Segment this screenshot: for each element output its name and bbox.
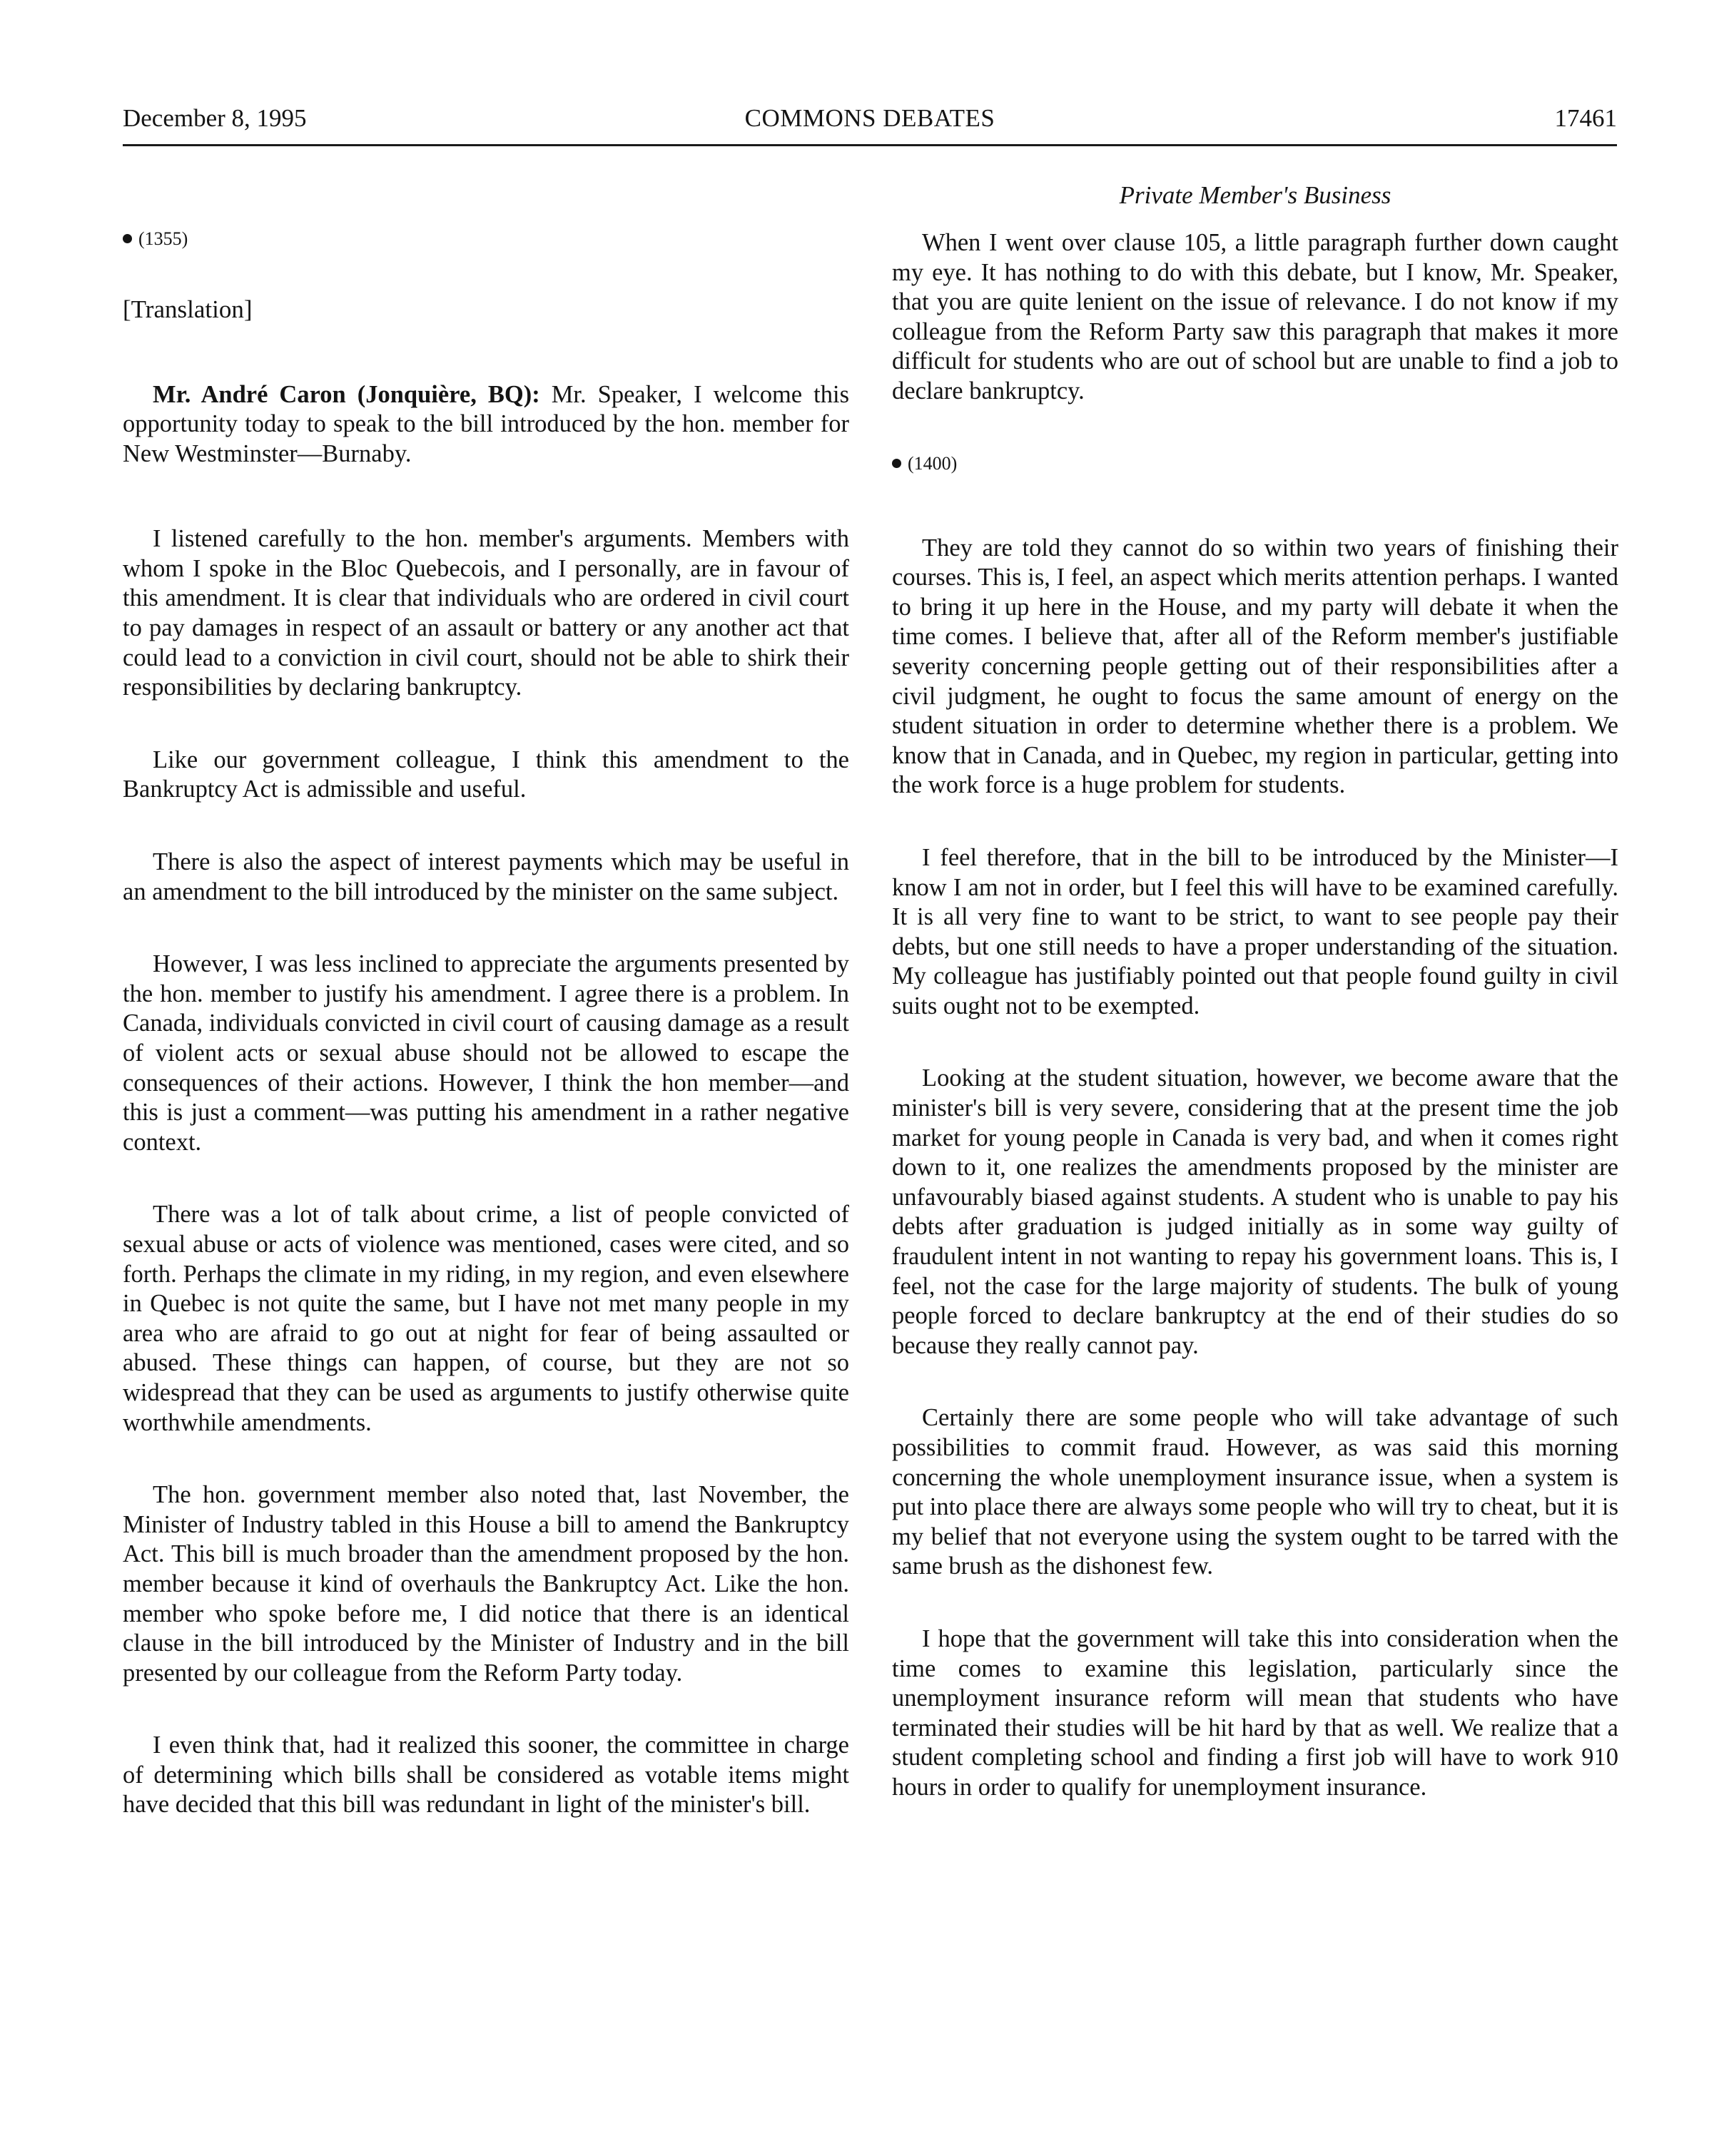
right-paragraph-2: I feel therefore, that in the bill to be introduced by the Minister—I know I am not in order, but I feel this will have to be examined carefully. It is all very fine to want to be strict, to want to see people pay their debts, but one still needs to have a proper understanding of the situation. My colleague has justifiably pointed out that people found guilty in civil suits ought not to be exempted.: [892, 843, 1618, 1019]
time-marker-1400: [892, 449, 1618, 478]
bullet-icon: [123, 234, 132, 243]
left-paragraph-3: There is also the aspect of interest payments which may be useful in an amendment to the bill introduced by the minister on the same subject.: [123, 848, 849, 905]
time-marker-1355: [123, 225, 849, 253]
section-title: Private Member's Business: [1119, 181, 1391, 209]
right-paragraph-5: I hope that the government will take this into consideration when the time comes to examine this legislation, particularly since the unemployment insurance reform will mean that students who have terminated their studies will be hit hard by that as well. We realize that a student completing school and finding a first job will have to work 910 hours in order to qualify for unemployment insurance.: [892, 1624, 1618, 1801]
left-paragraph-6: The hon. government member also noted that, last November, the Minister of Industry tabled in this House a bill to amend the Bankruptcy Act. This bill is much broader than the amendment proposed by the hon. member because it kind of overhauls the Bankruptcy Act. Like the hon. member who spoke before me, I did notice that there is an identical clause in the bill introduced by the Minister of Industry and in the bill presented by our colleague from the Reform Party today.: [123, 1481, 849, 1687]
speaker-paragraph: [123, 380, 849, 469]
time-marker-text: (1400): [908, 452, 958, 474]
header-publication: COMMONS DEBATES: [744, 104, 995, 132]
left-paragraph-7: I even think that, had it realized this sooner, the committee in charge of determining which bills shall be considered as votable items might have decided that this bill was redundant in light of the minister's bill.: [123, 1732, 849, 1819]
left-paragraph-4: However, I was less inclined to appreciate the arguments presented by the hon. member to justify his amendment. I agree there is a problem. In Canada, individuals convicted in civil court of causing damage as a result of violent acts or sexual abuse should not be allowed to escape the consequences of their actions. However, I think the hon member—and this is just a comment—was putting his amendment in a rather negative context.: [123, 950, 849, 1156]
translation-label: [Translation]: [123, 295, 253, 323]
speaker-text: Mr. Speaker, I welcome this opportunity today to speak to the bill introduced by the hon. member for New Westminster—Burnaby.: [123, 380, 850, 467]
right-paragraph-1: They are told they cannot do so within two years of finishing their courses. This is, I feel, an aspect which merits attention perhaps. I wanted to bring it up here in the House, and my party will debate it when the time comes. I believe that, after all of the Reform member's justifiable severity concerning people getting out of their responsibilities after a civil judgment, he ought to focus the same amount of energy on the student situation in order to determine whether there is a problem. We know that in Canada, and in Quebec, my region in particular, getting into the work force is a huge problem for students.: [892, 534, 1618, 799]
left-paragraph-1: I listened carefully to the hon. member's arguments. Members with whom I spoke in the Bloc Quebecois, and I personally, are in favour of this amendment. It is clear that individuals who are ordered in civil court to pay damages in respect of an assault or battery or any another act that could lead to a conviction in civil court, should not be able to shirk their responsibilities by declaring bankruptcy.: [123, 525, 849, 701]
left-column: [123, 225, 849, 1820]
time-marker-text: (1355): [138, 228, 188, 249]
header-date: December 8, 1995: [123, 104, 307, 132]
left-paragraph-5: There was a lot of talk about crime, a list of people convicted of sexual abuse or acts of violence was mentioned, cases were cited, and so forth. Perhaps the climate in my riding, in my region, and even elsewhere in Quebec is not quite the same, but I have not met many people in my area who are afraid to go out at night for fear of being assaulted or abused. These things can happen, of course, but they are not so widespread that they can be used as arguments to justify otherwise quite worthwhile amendments.: [123, 1201, 849, 1436]
running-header: [123, 101, 1617, 146]
right-column: [892, 178, 1618, 1803]
left-paragraph-2: Like our government colleague, I think this amendment to the Bankruptcy Act is admissible and useful.: [123, 746, 849, 803]
right-paragraph-4: Certainly there are some people who will take advantage of such possibilities to commit fraud. However, as was said this morning concerning the whole unemployment insurance issue, when a system is put into place there are always some people who will try to cheat, but it is my belief that not everyone using the system ought to be tarred with the same brush as the dishonest few.: [892, 1404, 1618, 1580]
bullet-icon: [892, 459, 901, 468]
header-page-number: 17461: [1554, 104, 1617, 132]
speaker-name: Mr. André Caron (Jonquière, BQ):: [153, 380, 540, 408]
right-paragraph-0: When I went over clause 105, a little paragraph further down caught my eye. It has nothing to do with this debate, but I know, Mr. Speaker, that you are quite lenient on the issue of relevance. I do not know if my colleague from the Reform Party saw this paragraph that makes it more difficult for students who are out of school but are unable to find a job to declare bankruptcy.: [892, 229, 1618, 405]
right-paragraph-3: Looking at the student situation, however, we become aware that the minister's bill is very severe, considering that at the present time the job market for young people in Canada is very bad, and when it comes right down to it, one realizes the amendments proposed by the minister are unfavourably biased against students. A student who is unable to pay his debts after graduation is judged initially as in some way guilty of fraudulent intent in not wanting to repay his government loans. This is, I feel, not the case for the large majority of students. The bulk of young people forced to declare bankruptcy at the end of their studies do so because they really cannot pay.: [892, 1064, 1618, 1359]
